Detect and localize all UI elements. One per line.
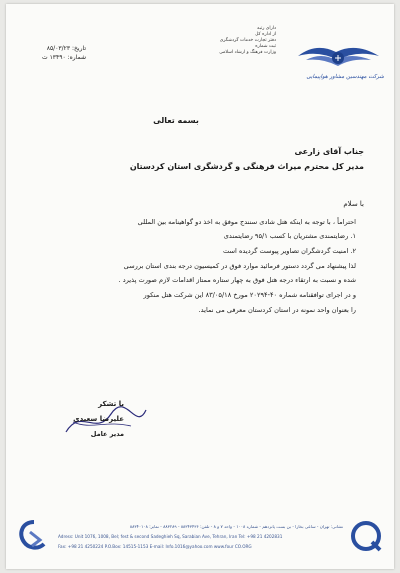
paragraph-line: احتراماً ، با توجه به اینکه هتل شادی سنندج موفق به اخذ دو گواهینامه بین المللی bbox=[137, 218, 356, 226]
signature-thanks: با تشکر bbox=[98, 400, 124, 408]
number-label: شماره: ۱۳۴۹۰ ت bbox=[42, 54, 86, 61]
registration-line: دفتر تجارت خدمات گردشگری bbox=[219, 38, 276, 43]
registration-line: دارای رتبه bbox=[257, 26, 276, 31]
footer-address-en: Adress: Unit 1076, 1008, Bel; fest & second Sadeghieh Sq, Sarabian Ave, Tehran, Iran Tel: +98 21 4202831 bbox=[58, 534, 283, 539]
footer-contact-en: Fax: +98 21 4250224 P.O.Box: 14515-1153 E-mail: Info.1016@yahoo.com www.four CO.ORG bbox=[58, 544, 252, 549]
signature-title: مدیر عامل bbox=[90, 430, 124, 438]
addressee-name: جناب آقای زارعی bbox=[294, 147, 364, 156]
registration-block bbox=[186, 26, 276, 56]
date-label: تاریخ: ۸۵/۰۳/۲۳ bbox=[46, 45, 86, 52]
letter-page bbox=[6, 4, 394, 569]
registration-line: وزارت فرهنگ و ارشاد اسلامی bbox=[219, 50, 276, 55]
footer-left-logo-icon bbox=[14, 516, 54, 556]
paragraph-line: ۱. رضایتمندی مشتریان با کسب ۹۵/۱ رضایتمندی bbox=[223, 232, 356, 240]
salutation: با سلام bbox=[343, 200, 364, 208]
reference-block bbox=[16, 44, 86, 62]
paragraph-line: شده و نسبت به ارتقاء درجه هتل فوق به چهار ستاره ممتاز اقدامات لازم صورت پذیرد . bbox=[118, 276, 356, 284]
footer-address-fa: نشانی: تهران - ساعی بخارا - بن بست پانزدهم - شماره ۱۰۰۸ - واحد ۷ و ۸ - تلفن: ۸۸۳۴۳۴۳۶ - ۸۸۳۲۸۹ - نمابر: ۸۸۳۴۰۱۰۸ bbox=[129, 524, 343, 529]
company-name: شرکت مهندسین مشاور هواپیمایی bbox=[306, 74, 384, 80]
paragraph-line: و در اجرای توافقنامه شماره ۴۰-۲۰۲۹۴ مورخ ۸۳/۰۵/۱۸ این شرکت هتل منکور bbox=[143, 291, 356, 299]
letter-opening: بسمه تعالی bbox=[153, 116, 199, 125]
signature-name: علیرضا سعیدی bbox=[73, 415, 124, 423]
paragraph-line: لذا پیشنهاد می گردد دستور فرمائید موارد فوق در کمیسیون درجه بندی استان بررسی bbox=[123, 262, 356, 270]
paragraph-line: را بعنوان واحد نمونه در استان کردستان معرفی می نماید. bbox=[198, 306, 356, 314]
paragraph-line: ۲. امنیت گردشگران تصاویر پیوست گردیده است bbox=[223, 247, 356, 255]
registration-line: ثبت شماره bbox=[255, 44, 276, 49]
footer-right-logo-icon bbox=[346, 516, 386, 556]
addressee-title: مدیر کل محترم میراث فرهنگی و گردشگری استان کردستان bbox=[129, 162, 364, 171]
registration-line: از اداره کل bbox=[255, 32, 276, 37]
